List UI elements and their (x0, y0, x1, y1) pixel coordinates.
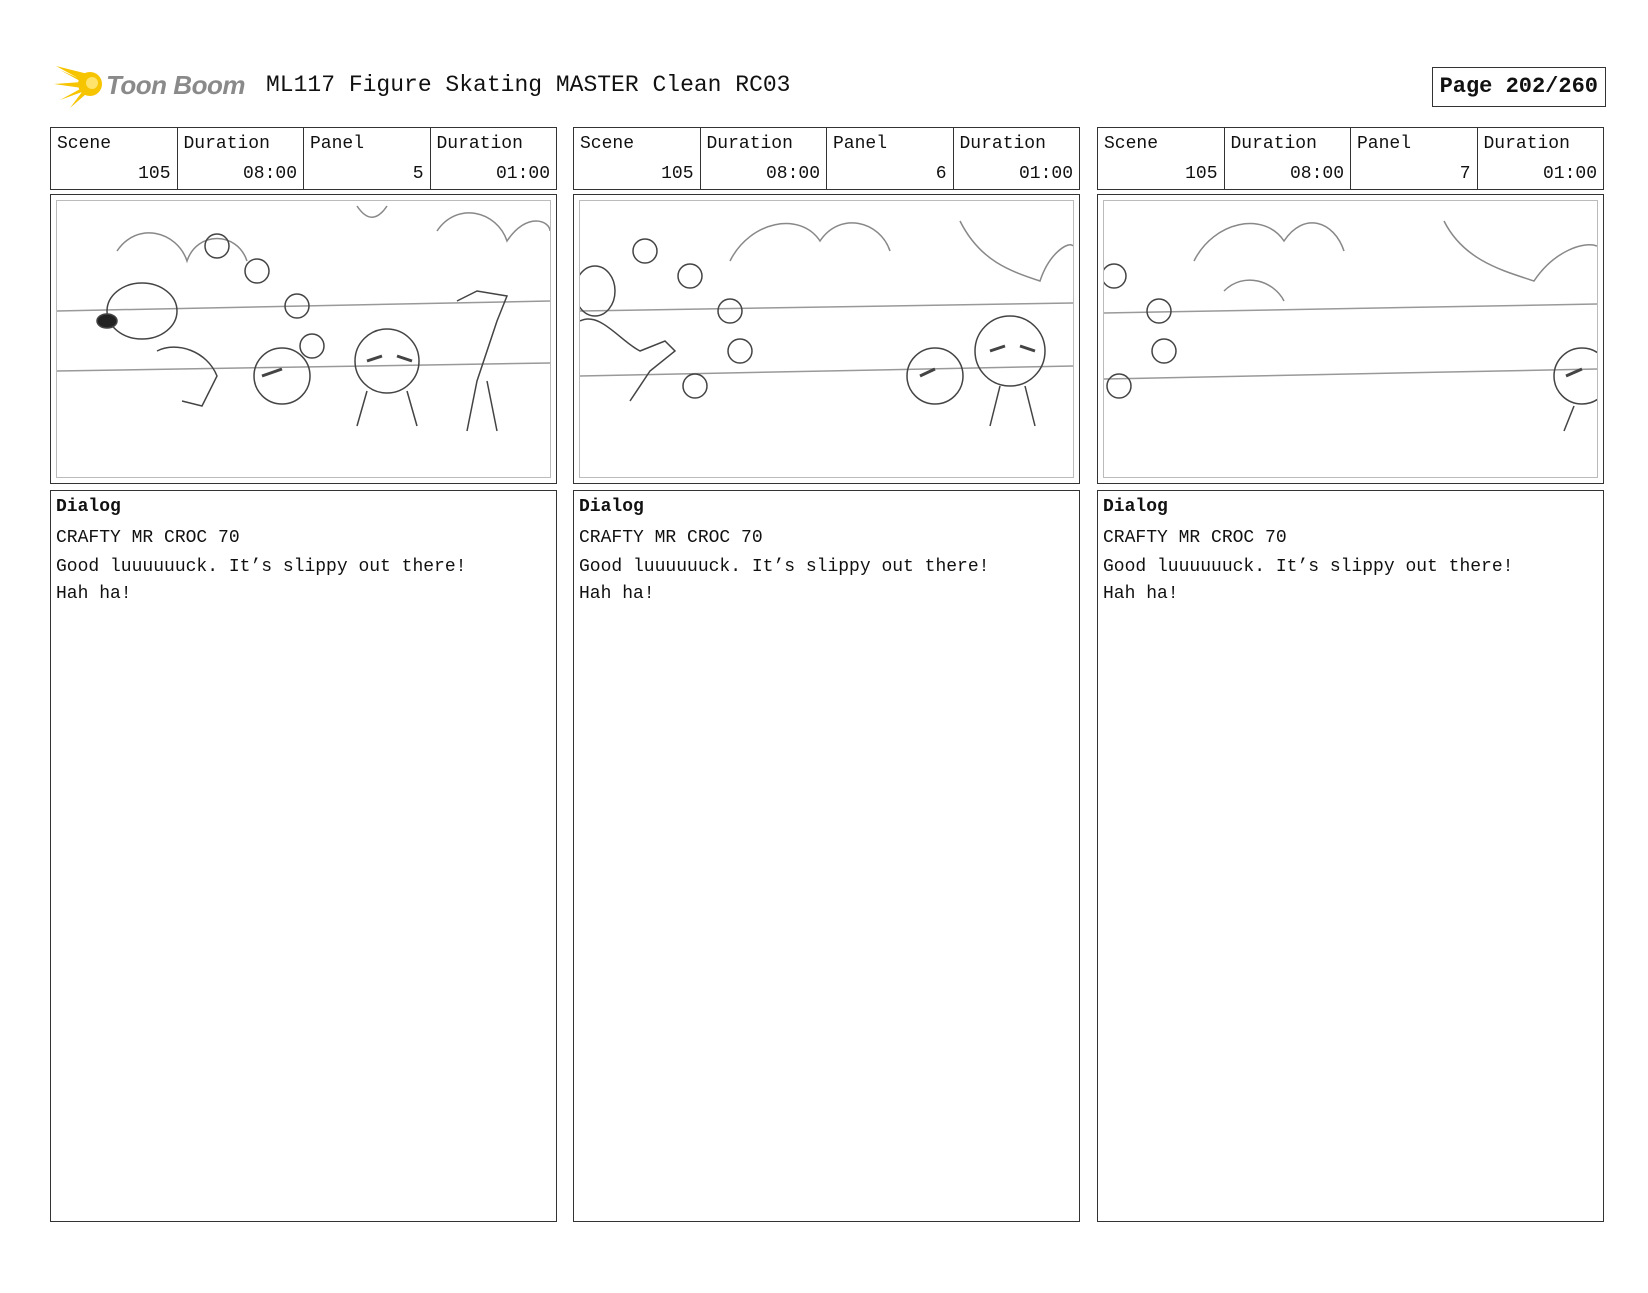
panel-cell (1351, 128, 1478, 189)
panel-value: 6 (935, 164, 947, 184)
scene-cell (1098, 128, 1225, 189)
panel-duration-cell (431, 128, 557, 189)
scene-duration-value: 08:00 (242, 164, 297, 184)
dialog-speaker: CRAFTY MR CROC 70 (56, 528, 240, 548)
dialog-box (1097, 490, 1604, 1222)
scene-label: Scene (57, 134, 112, 154)
panel-duration-cell (1478, 128, 1604, 189)
dialog-line: Good luuuuuuck. It’s slippy out there! Hah ha! (579, 557, 1001, 604)
panel-image (1097, 194, 1604, 484)
panel-duration-value: 01:00 (495, 164, 550, 184)
panel-label: Panel (310, 134, 365, 154)
duration-label: Duration (706, 134, 793, 154)
scene-label: Scene (1104, 134, 1159, 154)
panel-value: 7 (1459, 164, 1471, 184)
scene-duration-cell (178, 128, 305, 189)
panel-info (1097, 127, 1604, 190)
panel-duration-cell (954, 128, 1080, 189)
panel-info (573, 127, 1080, 190)
page-header (50, 58, 1606, 110)
scene-duration-cell (1225, 128, 1352, 189)
panel-duration-value: 01:00 (1018, 164, 1073, 184)
storyboard-sketch (57, 201, 550, 477)
panel-label: Panel (1357, 134, 1412, 154)
scene-label: Scene (580, 134, 635, 154)
scene-duration-value: 08:00 (1289, 164, 1344, 184)
duration-label: Duration (1483, 134, 1570, 154)
dialog-label: Dialog (579, 497, 644, 517)
duration-label: Duration (959, 134, 1046, 154)
storyboard-sketch (1104, 201, 1597, 477)
panel-duration-value: 01:00 (1542, 164, 1597, 184)
storyboard-sketch (580, 201, 1073, 477)
panel-cell (827, 128, 954, 189)
dialog-label: Dialog (56, 497, 121, 517)
panel-value: 5 (412, 164, 424, 184)
panel-image (50, 194, 557, 484)
page-number: Page 202/260 (1432, 67, 1606, 107)
duration-label: Duration (1230, 134, 1317, 154)
scene-value: 105 (138, 164, 171, 184)
scene-cell (574, 128, 701, 189)
duration-label: Duration (183, 134, 270, 154)
scene-cell (51, 128, 178, 189)
scene-duration-cell (701, 128, 828, 189)
panel-info (50, 127, 557, 190)
scene-duration-value: 08:00 (765, 164, 820, 184)
duration-label: Duration (436, 134, 523, 154)
scene-value: 105 (1185, 164, 1218, 184)
dialog-line: Good luuuuuuck. It’s slippy out there! Hah ha! (56, 557, 478, 604)
dialog-speaker: CRAFTY MR CROC 70 (1103, 528, 1287, 548)
document-title: ML117 Figure Skating MASTER Clean RC03 (266, 72, 791, 98)
logo-text: Toon Boom (106, 70, 245, 100)
scene-value: 105 (661, 164, 694, 184)
dialog-speaker: CRAFTY MR CROC 70 (579, 528, 763, 548)
dialog-line: Good luuuuuuck. It’s slippy out there! Hah ha! (1103, 557, 1525, 604)
toon-boom-star-icon (52, 60, 112, 110)
toon-boom-logo (52, 60, 252, 110)
panel-label: Panel (833, 134, 888, 154)
panel-cell (304, 128, 431, 189)
dialog-box (573, 490, 1080, 1222)
panel-image (573, 194, 1080, 484)
dialog-box (50, 490, 557, 1222)
dialog-label: Dialog (1103, 497, 1168, 517)
